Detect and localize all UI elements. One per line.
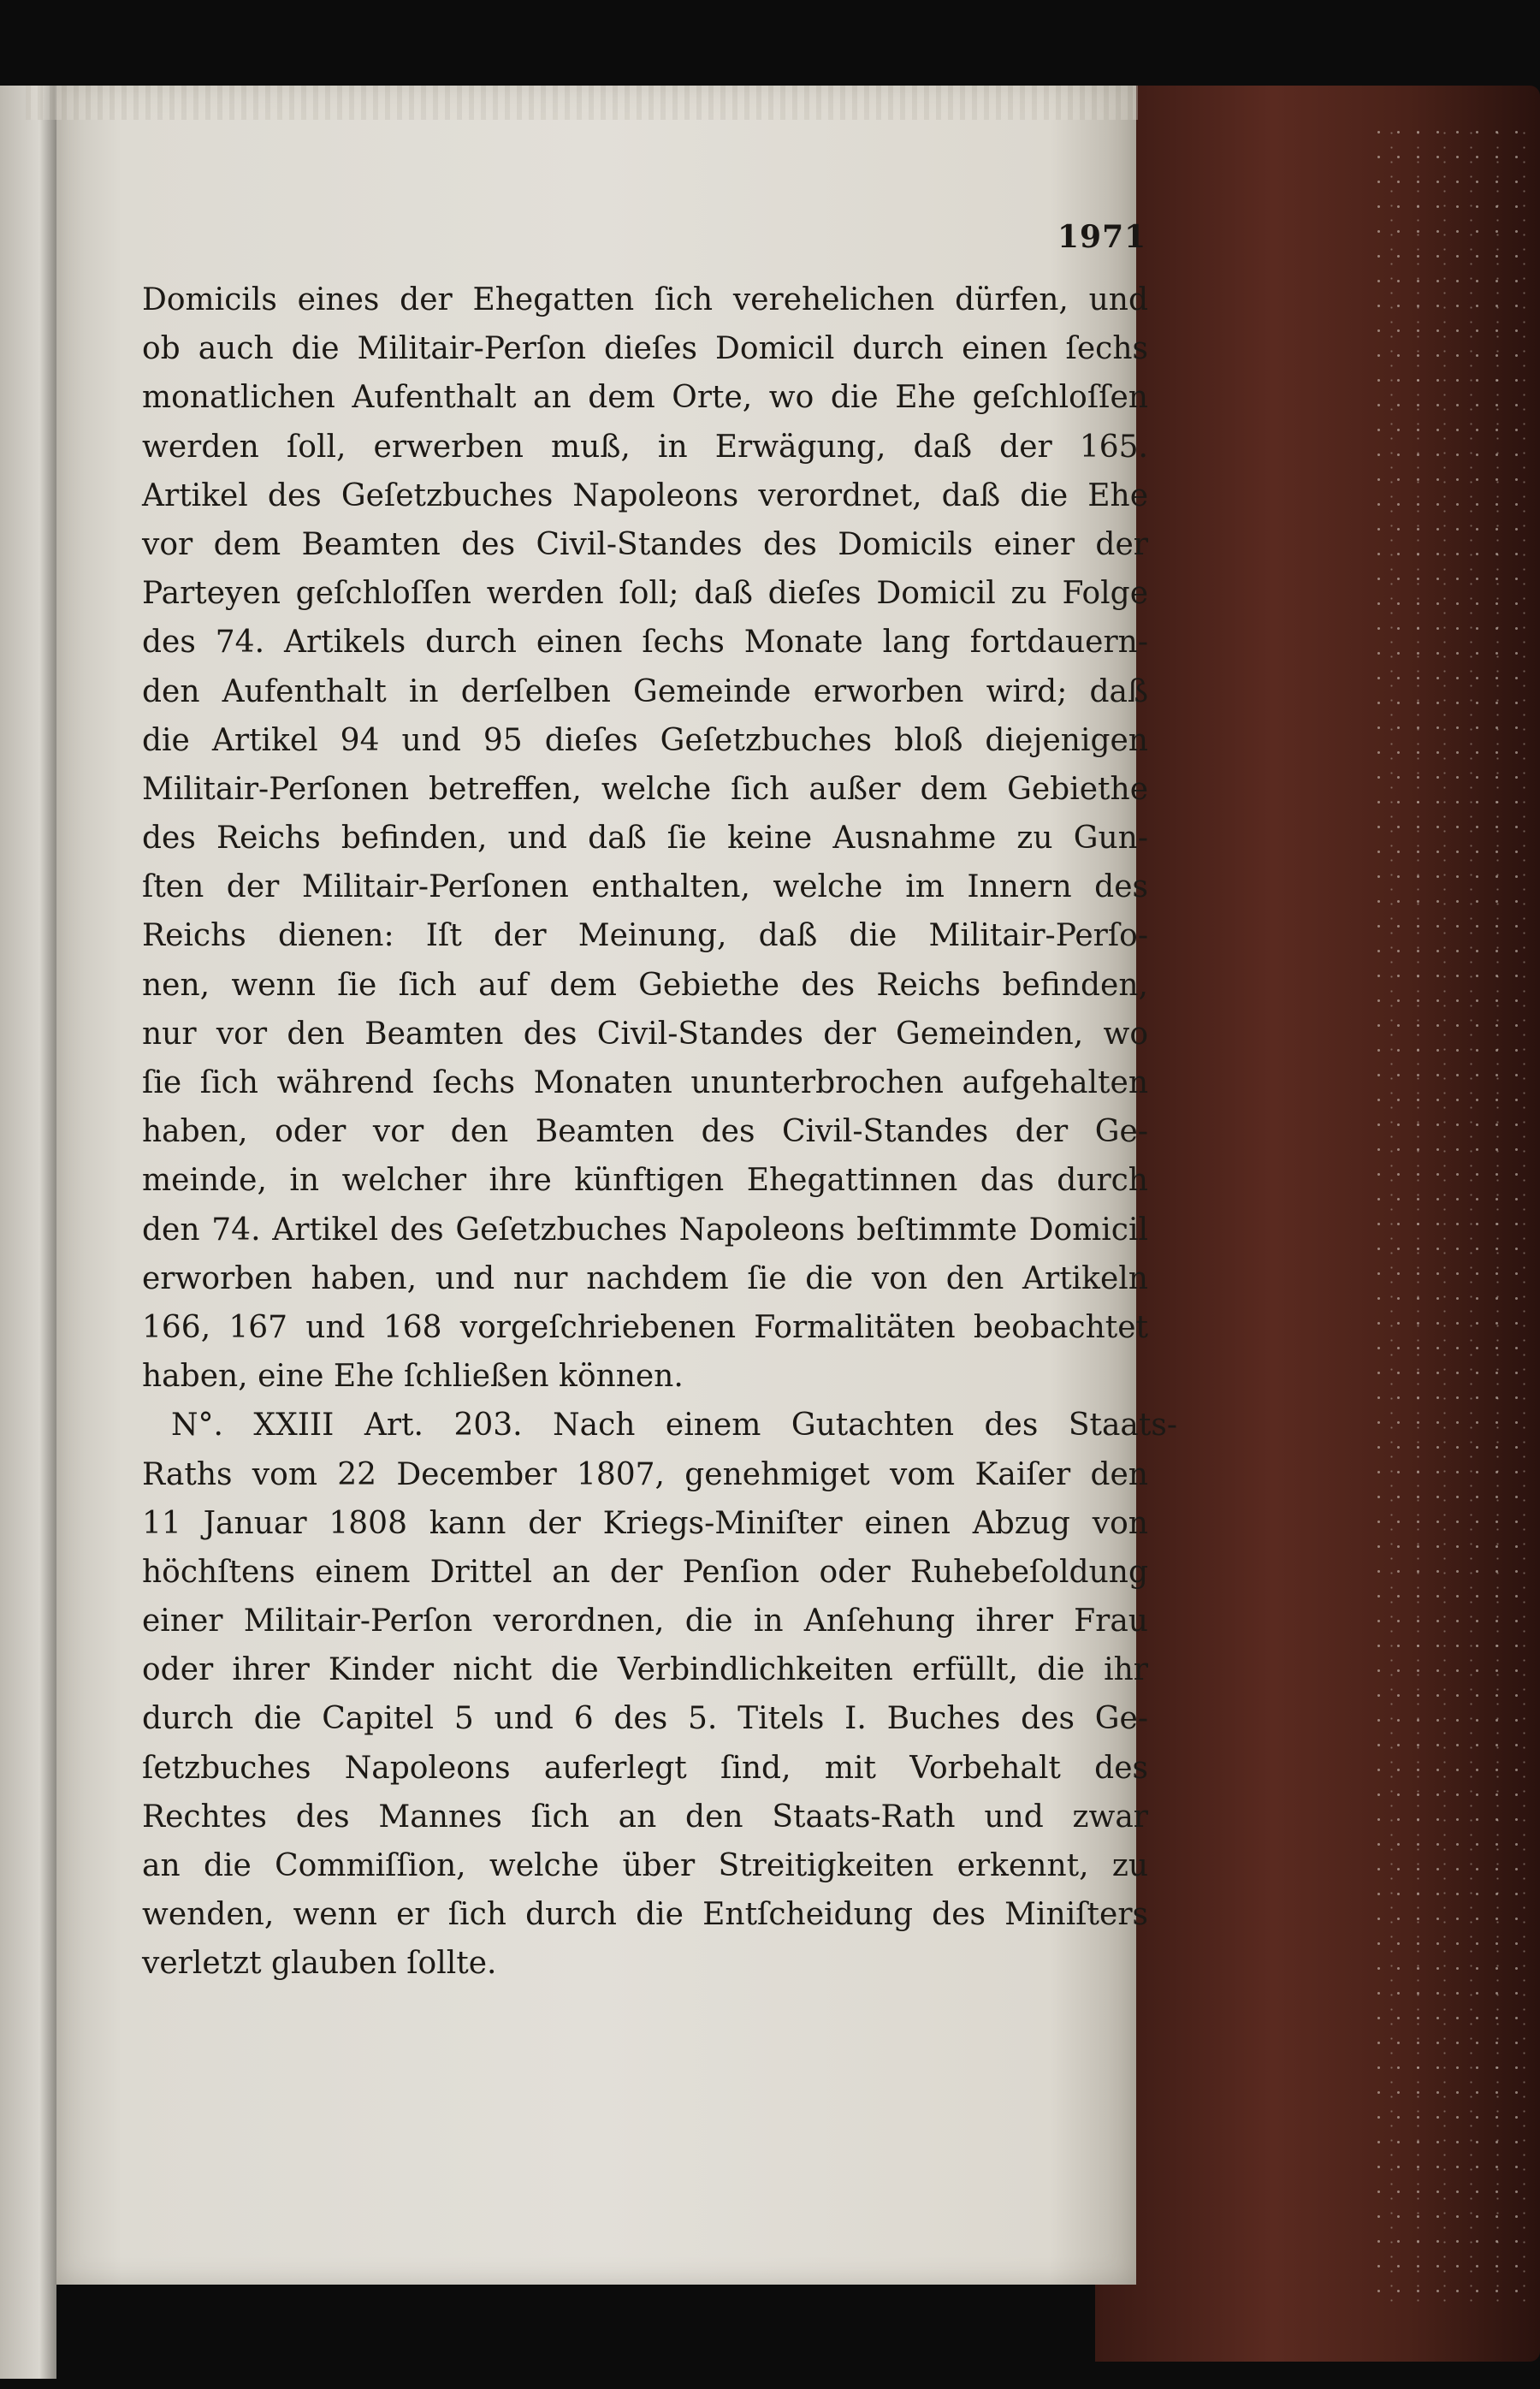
text-line: den Aufenthalt in derſelben Gemeinde erworben wird; daß [142, 673, 1148, 709]
text-line: höchſtens einem Drittel an der Penſion oder Ruhebeſoldung [142, 1554, 1148, 1590]
body-text [142, 276, 1177, 1989]
text-line: meinde, in welcher ihre künftigen Ehegattinnen das durch [142, 1163, 1148, 1199]
text-line: des Reichs befinden, und daß ſie keine Ausnahme zu Gun- [142, 821, 1148, 857]
text-line: Raths vom 22 December 1807, genehmiget vom Kaiſer den [142, 1456, 1148, 1492]
text-line: Militair-Perſonen betreffen, welche ſich außer dem Gebiethe [142, 771, 1148, 807]
text-line: nen, wenn ſie ſich auf dem Gebiethe des Reichs befinden, [142, 967, 1148, 1003]
text-line: den 74. Artikel des Geſetzbuches Napoleons beſtimmte Domicil [142, 1212, 1148, 1248]
text-line: durch die Capitel 5 und 6 des 5. Titels I. Buches des Ge- [142, 1701, 1148, 1737]
previous-leaf-edge [0, 86, 56, 2379]
text-line: vor dem Beamten des Civil-Standes des Domicils einer der [142, 526, 1148, 562]
text-line: ſten der Militair-Perſonen enthalten, welche im Innern des [142, 869, 1148, 905]
text-line: einer Militair-Perſon verordnen, die in Anſehung ihrer Frau [142, 1604, 1148, 1639]
page-number: 1971 [1057, 219, 1147, 255]
text-line: Parteyen geſchloſſen werden ſoll; daß dieſes Domicil zu Folge [142, 576, 1148, 612]
text-line: wenden, wenn er ſich durch die Entſcheidung des Miniſters [142, 1897, 1148, 1933]
text-line: nur vor den Beamten des Civil-Standes der Gemeinden, wo [142, 1016, 1148, 1052]
text-line: die Artikel 94 und 95 dieſes Geſetzbuches bloß diejenigen [142, 722, 1148, 758]
text-line: 11 Januar 1808 kann der Kriegs-Miniſter einen Abzug von [142, 1505, 1148, 1541]
text-line: Rechtes des Mannes ſich an den Staats-Rath und zwar [142, 1799, 1148, 1835]
text-line: haben, oder vor den Beamten des Civil-Standes der Ge- [142, 1114, 1148, 1150]
text-line: haben, eine Ehe ſchließen können. [142, 1359, 684, 1395]
page-top-edge [26, 86, 1138, 120]
text-line: werden ſoll, erwerben muß, in Erwägung, daß der 165. [142, 429, 1148, 465]
text-line: N°. XXIII Art. 203. Nach einem Gutachten des Staats- [171, 1408, 1177, 1443]
text-line: monatlichen Aufenthalt an dem Orte, wo die Ehe geſchloſſen [142, 380, 1148, 416]
text-line: erworben haben, und nur nachdem ſie die von den Artikeln [142, 1260, 1148, 1296]
text-line: ob auch die Militair-Perſon dieſes Domicil durch einen ſechs [142, 331, 1148, 367]
text-line: ſie ſich während ſechs Monaten ununterbrochen aufgehalten [142, 1065, 1148, 1100]
text-line: Reichs dienen: Iſt der Meinung, daß die Militair-Perſo- [142, 918, 1148, 954]
text-line: des 74. Artikels durch einen ſechs Monate lang fortdauern- [142, 625, 1148, 661]
text-line: Artikel des Geſetzbuches Napoleons verordnet, daß die Ehe [142, 477, 1148, 513]
text-line: Domicils eines der Ehegatten ſich verehelichen dürfen, und [142, 282, 1148, 317]
text-line: an die Commiſſion, welche über Streitigkeiten erkennt, zu [142, 1848, 1148, 1883]
text-line: ſetzbuches Napoleons auferlegt ſind, mit Vorbehalt des [142, 1750, 1148, 1786]
text-line: verletzt glauben ſollte. [142, 1946, 497, 1982]
text-line: 166, 167 und 168 vorgeſchriebenen Formalitäten beobachtet [142, 1309, 1148, 1345]
text-line: oder ihrer Kinder nicht die Verbindlichkeiten erfüllt, die ihr [142, 1652, 1148, 1688]
cover-marbling [1369, 120, 1531, 2310]
